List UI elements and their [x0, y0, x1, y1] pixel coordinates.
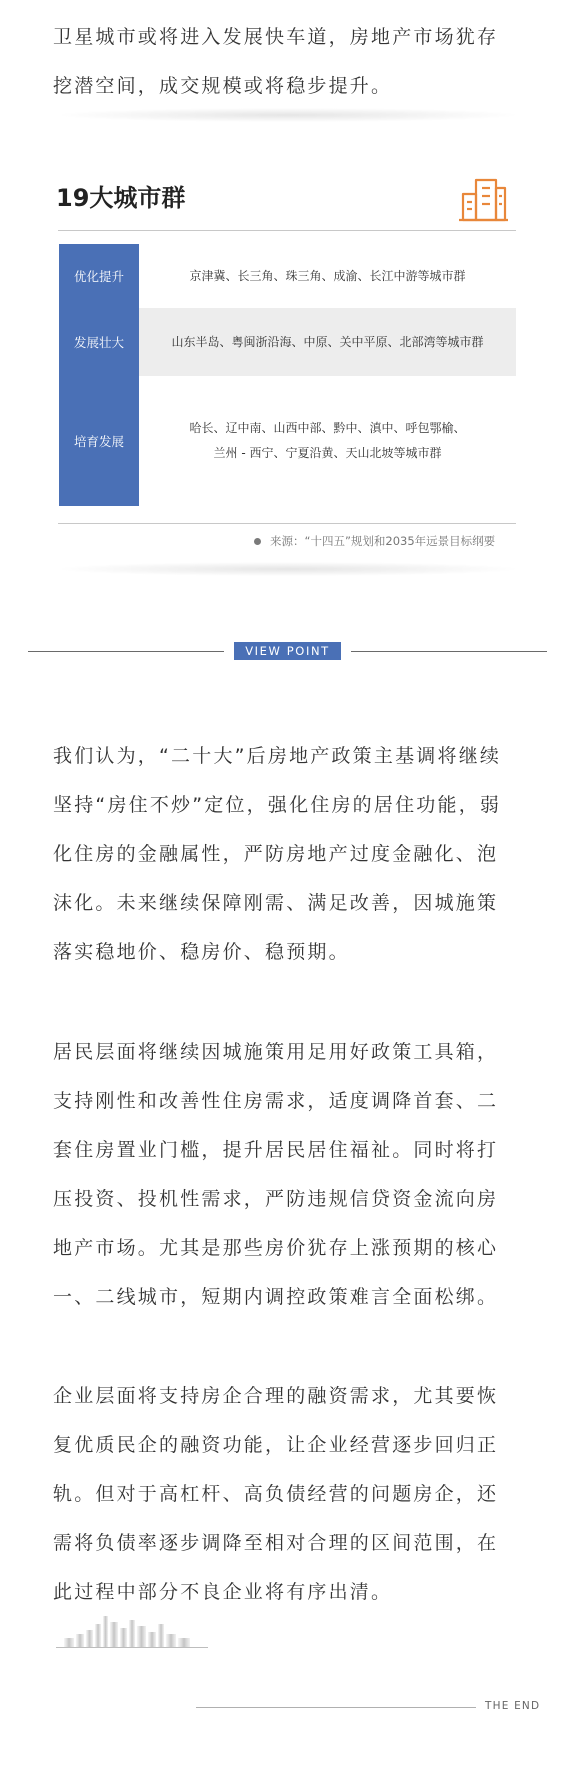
- text-line: 沫化。未来继续保障刚需、满足改善，因城施策: [53, 892, 499, 914]
- row-label: 发展壮大: [59, 308, 139, 376]
- text-line: 压投资、投机性需求，严防违规信贷资金流向房: [53, 1188, 499, 1210]
- text-line: 卫星城市或将进入发展快车道，房地产市场犹存: [53, 26, 499, 48]
- row-label: 培育发展: [59, 376, 139, 506]
- card-title: 19大城市群: [56, 184, 186, 212]
- text-line: 居民层面将继续因城施策用足用好政策工具箱，: [53, 1041, 499, 1063]
- paragraph: [53, 1028, 523, 1322]
- source-text: 来源：“十四五”规划和2035年远景目标纲要: [270, 534, 496, 548]
- text-line: 一、二线城市，短期内调控政策难言全面松绑。: [53, 1286, 499, 1308]
- text-line: 化住房的金融属性，严防房地产过度金融化、泡: [53, 843, 499, 865]
- intro-paragraph: [53, 13, 523, 111]
- row-text: [139, 308, 516, 376]
- card-divider-bottom: [58, 523, 516, 524]
- row-label: 优化提升: [59, 244, 139, 308]
- text-line: 支持刚性和改善性住房需求，适度调降首套、二: [53, 1090, 499, 1112]
- source-note: [254, 533, 495, 549]
- paragraph: [53, 732, 523, 977]
- text-line: 需将负债率逐步调降至相对合理的区间范围，在: [53, 1532, 499, 1554]
- text-line: 挖潜空间，成交规模或将稳步提升。: [53, 75, 393, 97]
- divider-shadow: [60, 562, 516, 576]
- viewpoint-line-right: [351, 651, 547, 652]
- text-line: 地产市场。尤其是那些房价犹存上涨预期的核心: [53, 1237, 499, 1259]
- row-text-line: 兰州 - 西宁、宁夏沿黄、天山北坡等城市群: [213, 446, 442, 460]
- card-divider-top: [58, 230, 516, 231]
- divider-shadow: [60, 108, 516, 122]
- table-row: [59, 376, 516, 506]
- buildings-icon: [458, 176, 508, 224]
- viewpoint-line-left: [28, 651, 224, 652]
- row-text-line: 京津冀、长三角、珠三角、成渝、长江中游等城市群: [189, 268, 466, 283]
- text-line: 套住房置业门槛，提升居民居住福祉。同时将打: [53, 1139, 499, 1161]
- end-divider: [196, 1707, 476, 1708]
- row-text: [139, 244, 516, 308]
- viewpoint-badge: VIEW POINT: [234, 642, 341, 660]
- text-line: 落实稳地价、稳房价、稳预期。: [53, 941, 350, 963]
- city-skyline-icon: [56, 1612, 208, 1648]
- row-text: [139, 376, 516, 506]
- paragraph: [53, 1372, 523, 1617]
- text-line: 复优质民企的融资功能，让企业经营逐步回归正: [53, 1434, 499, 1456]
- text-line: 我们认为，“二十大”后房地产政策主基调将继续: [53, 745, 502, 767]
- row-text-line: 哈长、辽中南、山西中部、黔中、滇中、呼包鄂榆、: [189, 421, 466, 435]
- row-text-line: 山东半岛、粤闽浙沿海、中原、关中平原、北部湾等城市群: [171, 334, 484, 349]
- text-line: 此过程中部分不良企业将有序出清。: [53, 1581, 393, 1603]
- text-line: 轨。但对于高杠杆、高负债经营的问题房企，还: [53, 1483, 499, 1505]
- table-row: [59, 244, 516, 308]
- text-line: 企业层面将支持房企合理的融资需求，尤其要恢: [53, 1385, 499, 1407]
- text-line: 坚持“房住不炒”定位，强化住房的居住功能，弱: [53, 794, 502, 816]
- bullet-dot-icon: [254, 538, 261, 545]
- table-row: [59, 308, 516, 376]
- end-label: THE END: [485, 1700, 541, 1712]
